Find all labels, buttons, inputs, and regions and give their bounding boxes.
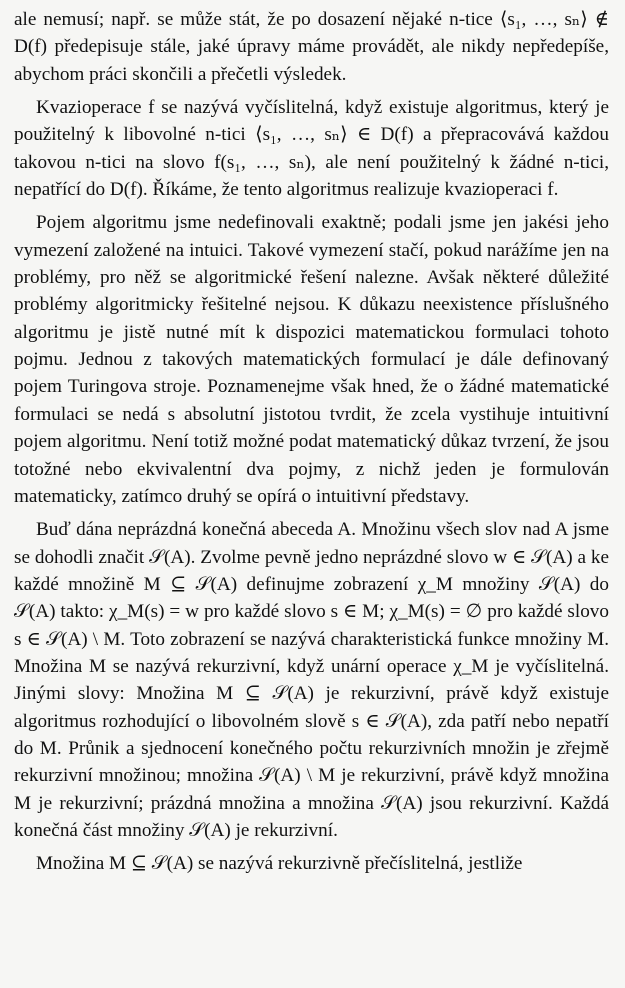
paragraph-2-text: Kvazioperace f se nazývá vyčíslitelná, když existuje algoritmus, který je použitelný k libovolné n-tici ⟨s₁, …, sₙ⟩ ∈ D(f) a přepracovává každou takovou n-tici na slovo f(s₁, …, sₙ), ale není použitelný k žádné n-tici, nepatřící do D(f). Říkáme, že tento algoritmus realizuje kvazioperaci f.	[14, 97, 609, 201]
paragraph-1	[14, 6, 609, 88]
paragraph-5-text: Množina M ⊆ 𝒮(A) se nazývá rekurzivně přečíslitelná, jestliže	[36, 853, 523, 875]
paragraph-3	[14, 209, 609, 510]
paragraph-3-text: Pojem algoritmu jsme nedefinovali exaktně; podali jsme jen jakési jeho vymezení založené na intuici. Takové vymezení stačí, pokud narážíme jen na problémy, pro něž se algoritmické řešení nalezne. Avšak některé důležité problémy algoritmicky řešitelné nejsou. K důkazu neexistence příslušného algoritmu je jistě nutné mít k dispozici matematickou formulaci tohoto pojmu. Jednou z takových matematických formulací je dále definovaný pojem Turingova stroje. Poznamenejme však hned, že o žádné matematické formulaci se nedá s absolutní jistotou tvrdit, že zcela vystihuje intuitivní pojem algoritmu. Není totiž možné podat matematický důkaz tvrzení, že jsou totožné nebo ekvivalentní dva pojmy, z nichž jeden je formulován matematicky, zatímco druhý se opírá o intuitivní představy.	[14, 212, 609, 507]
paragraph-4-text: Buď dána neprázdná konečná abeceda A. Množinu všech slov nad A jsme se dohodli značit 𝒮(A). Zvolme pevně jedno neprázdné slovo w ∈ 𝒮(A) a ke každé množině M ⊆ 𝒮(A) definujme zobrazení χ_M množiny 𝒮(A) do 𝒮(A) takto: χ_M(s) = w pro každé slovo s ∈ M; χ_M(s) = ∅ pro každé slovo s ∈ 𝒮(A) \ M. Toto zobrazení se nazývá charakteristická funkce množiny M. Množina M se nazývá rekurzivní, když unární operace χ_M je vyčíslitelná. Jinými slovy: Množina M ⊆ 𝒮(A) je rekurzivní, právě když existuje algoritmus rozhodující o libovolném slově s ∈ 𝒮(A), zda patří nebo nepatří do M. Průnik a sjednocení konečného počtu rekurzivních množin je zřejmě rekurzivní množinou; množina 𝒮(A) \ M je rekurzivní, právě když množina M je rekurzivní; prázdná množina a množina 𝒮(A) jsou rekurzivní. Každá konečná část množiny 𝒮(A) je rekurzivní.	[14, 519, 609, 841]
paragraph-1-text: ale nemusí; např. se může stát, že po dosazení nějaké n-tice ⟨s₁, …, sₙ⟩ ∉ D(f) předepisuje stále, jaké úpravy máme provádět, ale nikdy nepředepíše, abychom práci skončili a přečetli výsledek.	[14, 9, 609, 85]
paragraph-4	[14, 516, 609, 844]
paragraph-5	[14, 850, 609, 877]
paragraph-2	[14, 94, 609, 203]
